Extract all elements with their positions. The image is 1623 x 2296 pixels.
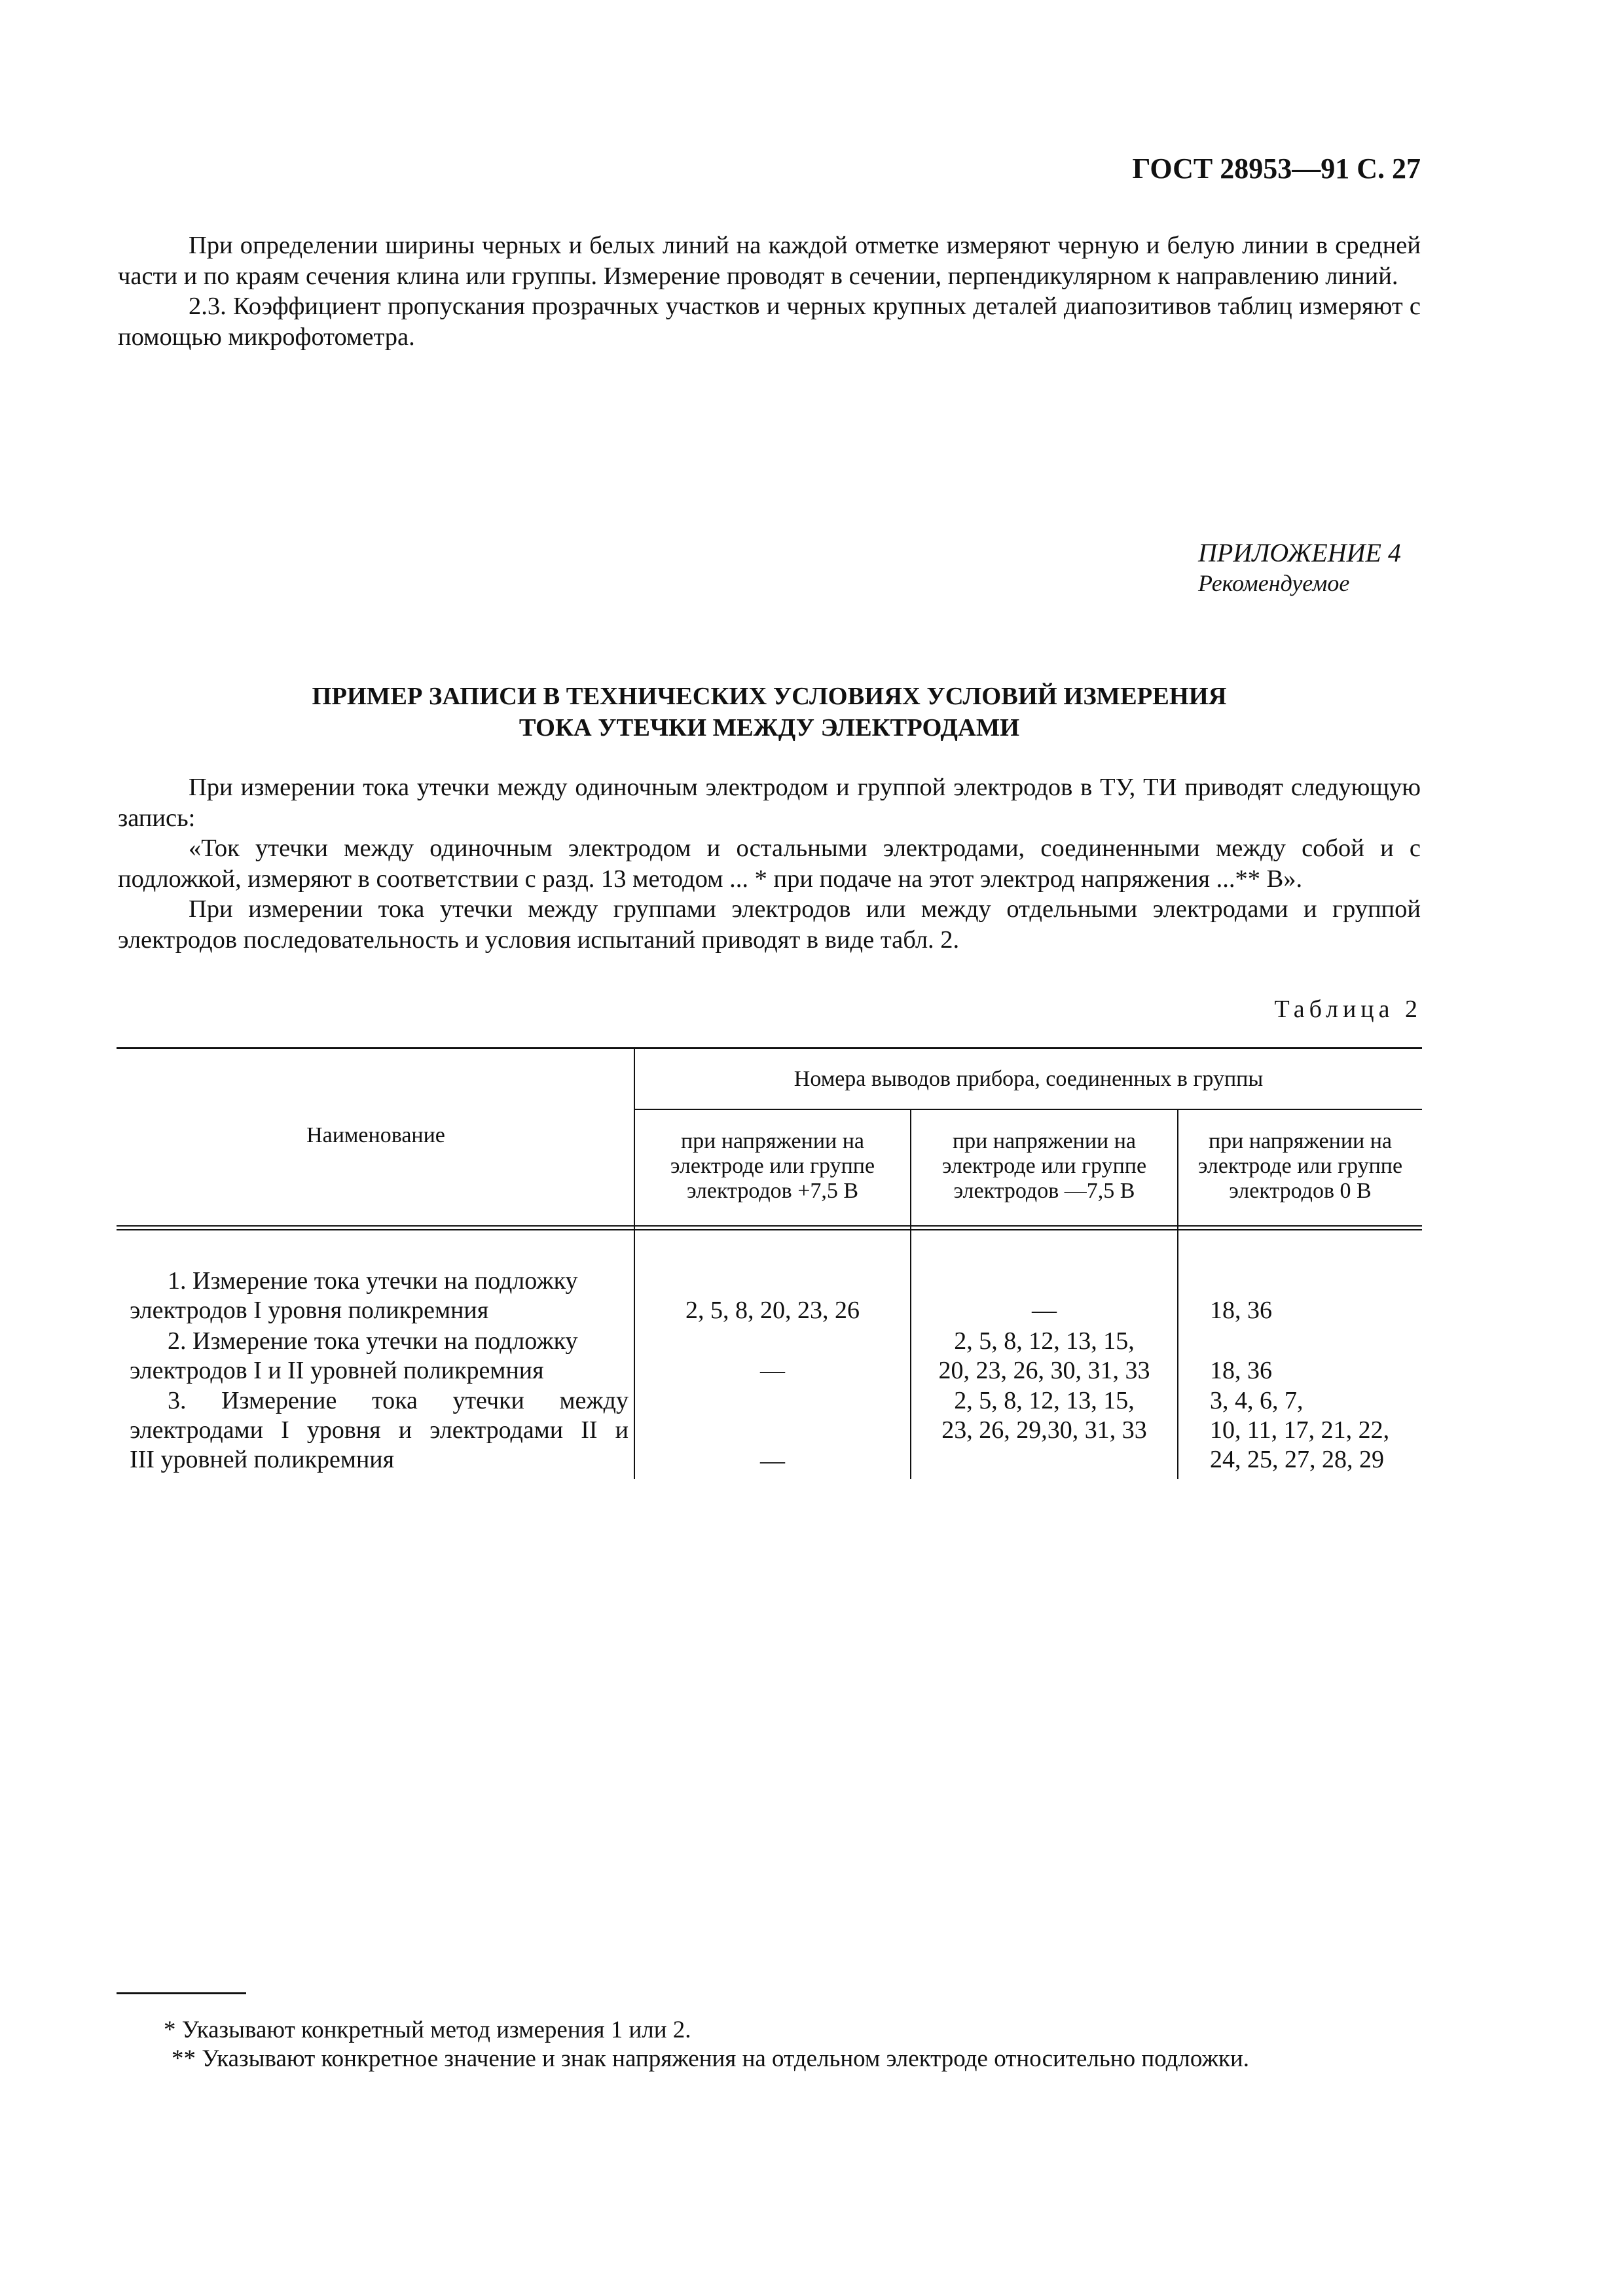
- column-divider-3: [1177, 1109, 1178, 1479]
- row-2-minus-line-1: 2, 5, 8, 12, 13, 15,: [954, 1327, 1135, 1355]
- row-1-plus: 2, 5, 8, 20, 23, 26: [685, 1297, 860, 1324]
- footnote-1: * Указывают конкретный метод измерения 1 или 2.: [164, 2017, 691, 2043]
- row-1-zero: 18, 36: [1210, 1297, 1272, 1324]
- header-group: Номера выводов прибора, соединенных в группы: [793, 1067, 1264, 1091]
- subheader-zero: [1178, 1129, 1422, 1204]
- intro-paragraph: [118, 230, 1421, 352]
- subheader-rule: [634, 1109, 1422, 1110]
- section-title-line-2: ТОКА УТЕЧКИ МЕЖДУ ЭЛЕКТРОДАМИ: [519, 714, 1020, 742]
- row-1-minus: —: [1032, 1297, 1057, 1324]
- row-3-minus-line-2: 23, 26, 29,30, 31, 33: [941, 1416, 1147, 1444]
- subheader-zero-line-3: электродов 0 В: [1229, 1179, 1372, 1203]
- row-3-name-line-3: III уровней поликремния: [130, 1446, 395, 1473]
- row-3-minus: [911, 1386, 1177, 1445]
- subheader-minus-line-3: электродов —7,5 В: [953, 1179, 1135, 1203]
- footnote-rule: [117, 1992, 246, 1994]
- row-3-plus: —: [760, 1447, 785, 1475]
- page-header: ГОСТ 28953—91 С. 27: [1132, 152, 1421, 185]
- section-title-line-1: ПРИМЕР ЗАПИСИ В ТЕХНИЧЕСКИХ УСЛОВИЯХ УСЛОВИЙ ИЗМЕРЕНИЯ: [312, 683, 1227, 710]
- column-divider-1: [634, 1047, 635, 1479]
- row-2-name-line-2: электродов I и II уровней поликремния: [130, 1357, 544, 1384]
- subheader-plus: [635, 1129, 910, 1204]
- body-paragraph-2: «Ток утечки между одиночным электродом и остальными электродами, соединенными между собой и с подложкой, измеряют в соответствии с разд. 13 методом ... * при подаче на этот электрод напряжения ...** В».: [118, 834, 1421, 893]
- header-rule-2: [117, 1229, 1422, 1230]
- footnote-2: ** Указывают конкретное значение и знак напряжения на отдельном электроде относительно подложки.: [172, 2045, 1250, 2072]
- subheader-plus-line-2: электроде или группе: [670, 1154, 875, 1178]
- row-2-plus: —: [760, 1357, 785, 1384]
- table-row-1-name: [130, 1266, 629, 1325]
- subheader-zero-line-1: при напряжении на: [1208, 1129, 1393, 1153]
- table-row-3-name: [130, 1386, 629, 1475]
- subheader-plus-line-3: электродов +7,5 В: [686, 1179, 859, 1203]
- row-2-name-line-1: 2. Измерение тока утечки на подложку: [168, 1327, 578, 1355]
- appendix-status: Рекомендуемое: [1198, 570, 1350, 596]
- row-3-zero-line-1: 3, 4, 6, 7,: [1210, 1387, 1304, 1414]
- row-1-name-line-2: электродов I уровня поликремния: [130, 1297, 489, 1324]
- row-2-minus-line-2: 20, 23, 26, 30, 31, 33: [938, 1357, 1150, 1384]
- row-1-name-line-1: 1. Измерение тока утечки на подложку: [168, 1267, 578, 1295]
- body-paragraph-3: При измерении тока утечки между группами электродов или между отдельными электродами и группой электродов последовательность и условия испытаний приводят в виде табл. 2.: [118, 895, 1421, 954]
- row-2-minus: [911, 1327, 1177, 1386]
- subheader-minus: [911, 1129, 1177, 1204]
- row-3-zero-line-3: 24, 25, 27, 28, 29: [1210, 1446, 1384, 1473]
- body-paragraph-1: При измерении тока утечки между одиночным электродом и группой электродов в ТУ, ТИ приводят следующую запись:: [118, 774, 1421, 832]
- header-rule-1: [117, 1225, 1422, 1227]
- table-row-2-name: [130, 1327, 629, 1386]
- subheader-minus-line-1: при напряжении на: [952, 1129, 1137, 1153]
- appendix-number: ПРИЛОЖЕНИЕ 4: [1198, 538, 1401, 567]
- body-text: [118, 772, 1421, 955]
- row-2-zero: 18, 36: [1210, 1357, 1272, 1384]
- intro-paragraph-1: При определении ширины черных и белых линий на каждой отметке измеряют черную и белую линии в средней части и по краям сечения клина или группы. Измерение проводят в сечении, перпендикулярном к направлению линий.: [118, 232, 1421, 290]
- section-title: [118, 681, 1421, 744]
- row-3-zero: [1210, 1386, 1419, 1475]
- intro-paragraph-2: 2.3. Коэффициент пропускания прозрачных участков и черных крупных деталей диапозитивов таблиц измеряют с помощью микрофотометра.: [118, 293, 1421, 351]
- table-caption: Таблица 2: [1274, 996, 1422, 1023]
- row-3-zero-line-2: 10, 11, 17, 21, 22,: [1210, 1416, 1390, 1444]
- column-divider-2: [910, 1109, 911, 1479]
- row-3-name-line-1: 3. Измерение тока утечки между: [168, 1387, 629, 1414]
- subheader-minus-line-2: электроде или группе: [941, 1154, 1147, 1178]
- table-top-rule: [117, 1047, 1422, 1049]
- header-name: Наименование: [306, 1123, 445, 1147]
- subheader-zero-line-2: электроде или группе: [1197, 1154, 1403, 1178]
- appendix-label: [1198, 538, 1460, 598]
- row-3-minus-line-1: 2, 5, 8, 12, 13, 15,: [954, 1387, 1135, 1414]
- row-3-name-line-2: электродами I уровня и электродами II и: [130, 1416, 629, 1444]
- subheader-plus-line-1: при напряжении на: [680, 1129, 865, 1153]
